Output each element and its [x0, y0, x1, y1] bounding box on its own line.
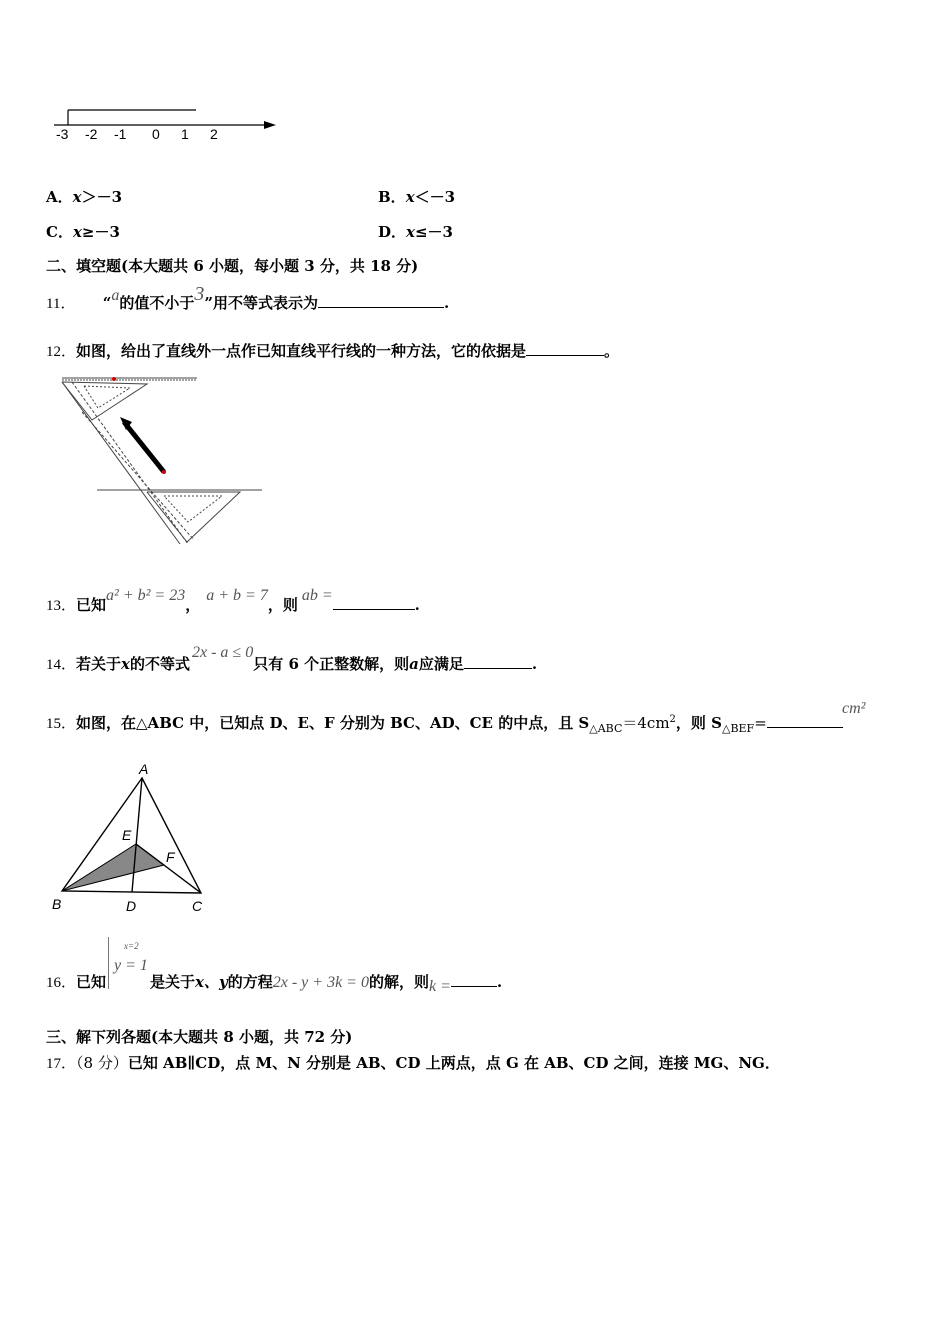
vertex-c-label: C [192, 898, 203, 914]
answer-blank[interactable] [451, 972, 497, 987]
question-12: 12．如图，给出了直线外一点作已知直线平行线的一种方法，它的依据是 。 [46, 342, 620, 360]
equation-system: x=2 y = 1 [106, 967, 150, 987]
answer-blank[interactable] [333, 595, 415, 610]
vertex-e-label: E [122, 827, 132, 843]
tick-label: 2 [210, 126, 218, 142]
question-14: 14．若关于x的不等式2x - a ≤ 0只有 6 个正整数解，则a应满足 . [46, 644, 538, 673]
question-17: 17．（8 分）已知 AB∥CD，点 M、N 分别是 AB、CD 上两点，点 G 在 AB、CD 之间，连接 MG、NG． [46, 1054, 780, 1072]
answer-blank[interactable] [318, 293, 444, 308]
tick-label: 1 [181, 126, 189, 142]
question-11: 11． “a的值不小于3”用不等式表示为 . [46, 283, 450, 312]
question-16: 16．已知 x=2 y = 1 是关于x、y的方程2x - y + 3k = 0的解，则k = . [46, 967, 502, 992]
option-a: A．x＞－3 [46, 188, 123, 206]
section-2-title: 二、填空题(本大题共 6 小题，每小题 3 分，共 18 分) [46, 257, 419, 275]
set-square-figure [52, 372, 272, 550]
answer-blank[interactable] [526, 341, 604, 356]
answer-blank[interactable] [464, 654, 532, 669]
triangle-figure [44, 758, 224, 918]
option-c: C．x≥－3 [46, 223, 120, 241]
tick-label: -1 [114, 126, 127, 142]
question-13: 13．已知a² + b² = 23，a + b = 7，则ab =. [46, 587, 420, 614]
tick-label: 0 [152, 126, 160, 142]
vertex-d-label: D [126, 898, 137, 914]
vertex-f-label: F [166, 849, 175, 865]
question-15: 15．如图，在△ABC 中，已知点 D、E、F 分别为 BC、AD、CE 的中点，且 $S_{\triangle ABC}=4cm^2$，则 $S_{\triangle BEF}=$ [46, 712, 843, 735]
number-line-figure [48, 100, 288, 150]
section-3-title: 三、解下列各题(本大题共 8 小题，共 72 分) [46, 1028, 353, 1046]
vertex-b-label: B [52, 896, 62, 912]
tick-label: -3 [56, 126, 69, 142]
tick-label: -2 [85, 126, 98, 142]
option-b: B．x＜－3 [378, 188, 456, 206]
vertex-a-label: A [139, 761, 149, 777]
option-d: D．x≤－3 [378, 223, 453, 241]
answer-blank[interactable] [767, 713, 843, 728]
unit-label: cm² [842, 700, 866, 717]
